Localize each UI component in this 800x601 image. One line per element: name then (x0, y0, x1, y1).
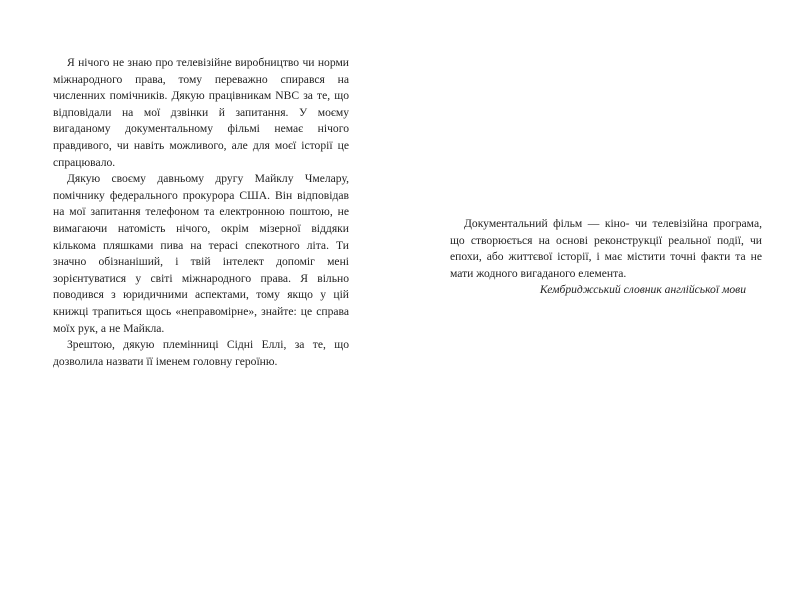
epigraph-text: Документальний фільм — кіно- чи телевізійна програма, що створюється на основі реконструкції реальної події, чи епохи, або життєвої історії, і має містити точні факти та не мати жодного вигаданого елемента. (450, 217, 762, 280)
acknowledgments-paragraph-2: Дякую своєму давньому другу Майклу Чмелару, помічнику федерального прокурора США. Він відповідав на мої запитання телефоном та електронною поштою, не вимагаючи натомість нічого, окрім мізерної віддяки кількома пляшками пива на терасі спекотного літа. Ти значно обізнаніший, і твій інтелект допоміг мені зорієнтуватися у світі міжнародного права. Я вільно поводився з юридичними аспектами, тому якщо у цій книжці трапиться щось «неправомірне», знайте: це справа моїх рук, а не Майкла. (53, 172, 349, 335)
right-page (400, 0, 800, 601)
acknowledgments-paragraph-1: Я нічого не знаю про телевізійне виробництво чи норми міжнародного права, тому переважно спирався на численних помічників. Дякую працівникам NBC за те, що відповідали на мої дзвінки й запитання. У моєму вигаданому документальному фільмі немає нічого правдивого, чи навіть можливого, але для моєї історії це спрацювало. (53, 56, 349, 169)
acknowledgments-paragraph-3: Зрештою, дякую племінниці Сідні Еллі, за те, що дозволила назвати її іменем головну героїню. (53, 338, 349, 368)
epigraph-source: Кембриджський словник англійської мови (539, 283, 746, 297)
acknowledgments-text (53, 55, 349, 370)
epigraph (450, 216, 762, 299)
